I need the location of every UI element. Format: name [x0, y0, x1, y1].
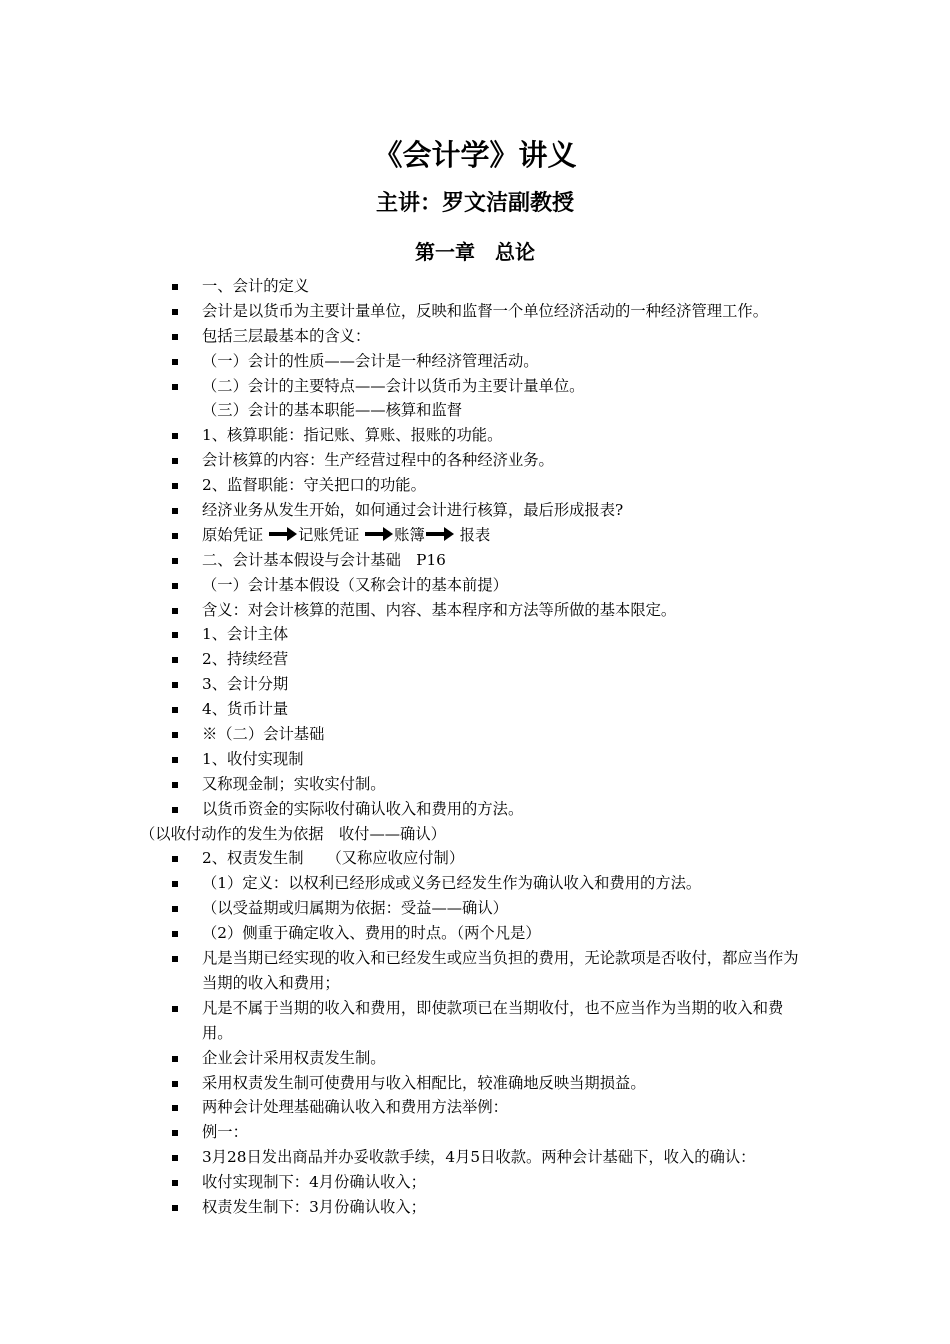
list-item — [0, 1046, 950, 1071]
list-item — [0, 896, 950, 921]
lecture-notes-list — [0, 274, 950, 1220]
list-item-text: 收付实现制下：4月份确认收入； — [202, 1173, 426, 1192]
bullet-marker — [172, 807, 178, 813]
list-item — [0, 1170, 950, 1195]
list-item-text: （一）会计基本假设（又称会计的基本前提） — [202, 575, 508, 594]
bullet-marker — [172, 359, 178, 365]
bullet-marker — [172, 1056, 178, 1062]
chapter-heading: 第一章 总论 — [415, 240, 535, 264]
right-arrow-icon — [365, 527, 393, 541]
list-item-text: 凡是当期已经实现的收入和已经发生或应当负担的费用，无论款项是否收付，都应当作为当期的收入和费用； — [202, 949, 799, 992]
list-item — [0, 946, 950, 996]
list-item-text: ※（二）会计基础 — [202, 725, 325, 744]
list-item-text: （一）会计的性质——会计是一种经济管理活动。 — [202, 351, 539, 370]
flow-step-source-voucher: 原始凭证 — [202, 525, 264, 544]
list-item — [0, 423, 950, 448]
bullet-marker — [172, 533, 178, 539]
bullet-marker — [172, 334, 178, 340]
bullet-marker — [172, 1180, 178, 1186]
bullet-marker — [172, 632, 178, 638]
list-item — [0, 1071, 950, 1096]
bullet-marker — [172, 856, 178, 862]
list-item — [0, 598, 950, 623]
list-item-text: 企业会计采用权责发生制。 — [202, 1048, 386, 1067]
list-item — [0, 1095, 950, 1120]
bullet-marker — [172, 1006, 178, 1012]
list-item-text: 1、会计主体 — [202, 625, 289, 644]
bullet-marker — [172, 558, 178, 564]
list-item — [0, 349, 950, 374]
list-item-text: 2、持续经营 — [202, 650, 289, 669]
list-item-text: 两种会计处理基础确认收入和费用方法举例： — [202, 1098, 508, 1117]
list-item-text: 会计核算的内容：生产经营过程中的各种经济业务。 — [202, 451, 554, 470]
list-item — [0, 846, 950, 871]
flow-line — [0, 523, 950, 548]
bullet-marker — [172, 657, 178, 663]
bullet-marker — [172, 1130, 178, 1136]
list-item-text: 1、收付实现制 — [202, 749, 304, 768]
list-item-text: 一、会计的定义 — [202, 277, 310, 295]
list-item — [0, 1120, 950, 1145]
bullet-marker — [172, 433, 178, 439]
list-item-text: （二）会计的主要特点——会计以货币为主要计量单位。 — [202, 376, 585, 395]
list-item-text: 1、核算职能：指记账、算账、报账的功能。 — [202, 426, 503, 445]
list-item — [0, 1145, 950, 1170]
list-item-text: 二、会计基本假设与会计基础 P16 — [202, 550, 446, 569]
list-item — [0, 448, 950, 473]
list-item — [0, 647, 950, 672]
right-arrow-icon — [426, 527, 454, 541]
list-item-text: 例一： — [202, 1123, 248, 1142]
bullet-marker — [172, 1105, 178, 1111]
list-item-text: 会计是以货币为主要计量单位，反映和监督一个单位经济活动的一种经济管理工作。 — [202, 301, 768, 320]
list-item — [0, 473, 950, 498]
flow-text — [202, 523, 812, 548]
bullet-marker — [172, 782, 178, 788]
list-item — [0, 374, 950, 399]
list-item — [0, 996, 950, 1046]
bullet-marker — [172, 583, 178, 589]
list-item — [0, 722, 950, 747]
list-item-text: 含义：对会计核算的范围、内容、基本程序和方法等所做的基本限定。 — [202, 600, 677, 619]
list-item-text: 采用权责发生制可使费用与收入相配比，较准确地反映当期损益。 — [202, 1073, 646, 1092]
bullet-marker — [172, 906, 178, 912]
bullet-marker — [172, 757, 178, 763]
bullet-marker — [172, 384, 178, 390]
list-item-text: 以货币资金的实际收付确认收入和费用的方法。 — [202, 799, 524, 818]
list-item — [0, 1195, 950, 1220]
flow-step-report: 报表 — [459, 525, 491, 544]
bullet-marker — [172, 1081, 178, 1087]
bullet-marker — [172, 682, 178, 688]
bullet-marker — [172, 1155, 178, 1161]
bullet-marker — [172, 608, 178, 614]
list-item — [0, 498, 950, 523]
list-item — [0, 697, 950, 722]
list-item — [0, 299, 950, 324]
bullet-marker — [172, 483, 178, 489]
list-item — [0, 573, 950, 598]
list-item-text: 又称现金制；实收实付制。 — [202, 774, 386, 793]
list-item — [0, 747, 950, 772]
list-item-text: （1）定义：以权利已经形成或义务已经发生作为确认收入和费用的方法。 — [202, 874, 702, 893]
flow-step-journal-voucher: 记账凭证 — [298, 525, 360, 544]
list-item — [0, 398, 950, 423]
list-item-text: 3、会计分期 — [202, 675, 289, 694]
list-item — [0, 622, 950, 647]
list-item — [0, 324, 950, 349]
list-item — [0, 274, 950, 299]
list-item-text: 包括三层最基本的含义： — [202, 326, 371, 345]
bullet-marker — [172, 956, 178, 962]
list-item — [0, 871, 950, 896]
bullet-marker — [172, 284, 178, 290]
bullet-marker — [172, 458, 178, 464]
list-item — [0, 797, 950, 822]
list-item — [0, 921, 950, 946]
list-item-text: 经济业务从发生开始，如何通过会计进行核算，最后形成报表? — [202, 501, 624, 520]
right-arrow-icon — [269, 527, 297, 541]
bullet-marker — [172, 931, 178, 937]
list-item — [0, 548, 950, 573]
list-item — [0, 772, 950, 797]
bullet-marker — [172, 1205, 178, 1211]
bullet-marker — [172, 707, 178, 713]
list-item-text: 2、监督职能：守关把口的功能。 — [202, 476, 426, 495]
list-item-text: 4、货币计量 — [202, 700, 289, 719]
flow-step-ledger: 账簿 — [394, 525, 425, 544]
bullet-marker — [172, 881, 178, 887]
bullet-marker — [172, 309, 178, 315]
lecturer-line: 主讲：罗文洁副教授 — [375, 191, 574, 216]
list-item-text: 权责发生制下：3月份确认收入； — [202, 1197, 426, 1216]
list-item-text: （2）侧重于确定收入、费用的时点。（两个凡是） — [202, 924, 541, 943]
list-item-text: 2、权责发生制 （又称应收应付制） — [202, 849, 465, 868]
list-item-text: 凡是不属于当期的收入和费用，即使款项已在当期收付，也不应当作为当期的收入和费用。 — [202, 998, 784, 1042]
list-item-text: （以收付动作的发生为依据 收付——确认） — [140, 824, 446, 843]
document-title: 《会计学》讲义 — [373, 138, 577, 172]
list-item — [0, 672, 950, 697]
bullet-marker — [172, 732, 178, 738]
list-item-text: （三）会计的基本职能——核算和监督 — [202, 401, 463, 420]
list-item-text: （以受益期或归属期为依据：受益——确认） — [202, 899, 508, 918]
list-item — [0, 822, 950, 847]
bullet-marker — [172, 508, 178, 514]
list-item-text: 3月28日发出商品并办妥收款手续，4月5日收款。两种会计基础下，收入的确认： — [202, 1148, 756, 1167]
